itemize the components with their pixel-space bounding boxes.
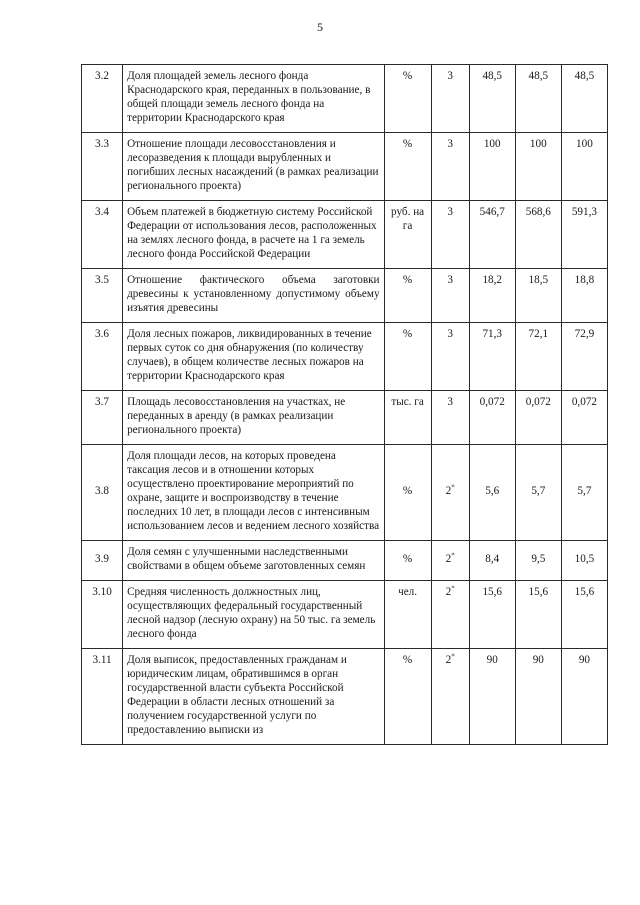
unit-of-measure: %: [384, 323, 431, 391]
row-number: 3.5: [82, 269, 123, 323]
value-year-1: 90: [469, 649, 515, 745]
data-source-code: 2*: [431, 581, 469, 649]
footnote-mark: *: [451, 584, 455, 593]
value-year-2: 568,6: [515, 201, 561, 269]
row-number: 3.8: [82, 445, 123, 541]
value-year-2: 48,5: [515, 65, 561, 133]
row-number: 3.10: [82, 581, 123, 649]
value-year-3: 10,5: [561, 541, 607, 581]
indicator-name: Отношение фактического объема заготовки древесины к установленному допустимому объему изъятия древесины: [123, 269, 384, 323]
page-number: 5: [317, 20, 323, 34]
value-year-1: 8,4: [469, 541, 515, 581]
unit-of-measure: %: [384, 133, 431, 201]
value-year-2: 5,7: [515, 445, 561, 541]
unit-of-measure: %: [384, 541, 431, 581]
value-year-2: 18,5: [515, 269, 561, 323]
indicator-name: Доля площади лесов, на которых проведена таксация лесов и в отношении которых осуществлено проектирование мероприятий по охране, защите и воспроизводству в течение последних 10 лет, в площади лесов с интенсивным использованием лесов и ведением лесного хозяйства: [123, 445, 384, 541]
value-year-3: 48,5: [561, 65, 607, 133]
value-year-1: 546,7: [469, 201, 515, 269]
row-number: 3.4: [82, 201, 123, 269]
unit-of-measure: %: [384, 269, 431, 323]
unit-of-measure: чел.: [384, 581, 431, 649]
table-row: [82, 649, 608, 745]
data-source-code: 3: [431, 391, 469, 445]
indicator-name: Доля лесных пожаров, ликвидированных в течение первых суток со дня обнаружения (по количеству случаев), в общем количестве лесных пожаров на территории Краснодарского края: [123, 323, 384, 391]
indicator-name: Доля выписок, предоставленных гражданам и юридическим лицам, обратившимся в орган государственной власти субъекта Российской Федерации в области лесных отношений за получением государственной услуги по предоставлению выписки из: [123, 649, 384, 745]
data-source-code: 3: [431, 201, 469, 269]
data-source-code: 2*: [431, 649, 469, 745]
value-year-3: 15,6: [561, 581, 607, 649]
table-row: [82, 269, 608, 323]
footnote-mark: *: [451, 551, 455, 560]
value-year-1: 18,2: [469, 269, 515, 323]
row-number: 3.3: [82, 133, 123, 201]
table-row: [82, 133, 608, 201]
value-year-3: 0,072: [561, 391, 607, 445]
table-row: [82, 201, 608, 269]
table-row: [82, 581, 608, 649]
value-year-3: 5,7: [561, 445, 607, 541]
row-number: 3.7: [82, 391, 123, 445]
value-year-3: 18,8: [561, 269, 607, 323]
row-number: 3.9: [82, 541, 123, 581]
indicator-name: Средняя численность должностных лиц, осуществляющих федеральный государственный лесной надзор (лесную охрану) на 50 тыс. га земель лесного фонда: [123, 581, 384, 649]
value-year-2: 100: [515, 133, 561, 201]
data-source-code: 3: [431, 323, 469, 391]
value-year-2: 90: [515, 649, 561, 745]
row-number: 3.11: [82, 649, 123, 745]
indicator-name: Объем платежей в бюджетную систему Российской Федерации от использования лесов, расположенных на землях лесного фонда, в расчете на 1 га земель лесного фонда Российской Федерации: [123, 201, 384, 269]
row-number: 3.2: [82, 65, 123, 133]
value-year-2: 72,1: [515, 323, 561, 391]
data-source-code: 3: [431, 133, 469, 201]
value-year-3: 100: [561, 133, 607, 201]
value-year-1: 0,072: [469, 391, 515, 445]
row-number: 3.6: [82, 323, 123, 391]
data-source-code: 2*: [431, 541, 469, 581]
indicators-table: [81, 64, 608, 745]
table-row: [82, 323, 608, 391]
value-year-1: 5,6: [469, 445, 515, 541]
table-row: [82, 445, 608, 541]
unit-of-measure: руб. на га: [384, 201, 431, 269]
data-source-code: 2*: [431, 445, 469, 541]
value-year-3: 90: [561, 649, 607, 745]
indicator-name: Доля семян с улучшенными наследственными свойствами в общем объеме заготовленных семян: [123, 541, 384, 581]
table-row: [82, 391, 608, 445]
value-year-2: 9,5: [515, 541, 561, 581]
value-year-3: 591,3: [561, 201, 607, 269]
table-row: [82, 65, 608, 133]
value-year-1: 15,6: [469, 581, 515, 649]
table-row: [82, 541, 608, 581]
value-year-1: 100: [469, 133, 515, 201]
value-year-1: 48,5: [469, 65, 515, 133]
indicator-name: Отношение площади лесовосстановления и лесоразведения к площади вырубленных и погибших лесных насаждений (в рамках реализации регионального проекта): [123, 133, 384, 201]
indicator-name: Площадь лесовосстановления на участках, не переданных в аренду (в рамках реализации регионального проекта): [123, 391, 384, 445]
unit-of-measure: %: [384, 649, 431, 745]
value-year-2: 0,072: [515, 391, 561, 445]
footnote-mark: *: [451, 652, 455, 661]
value-year-2: 15,6: [515, 581, 561, 649]
indicator-name: Доля площадей земель лесного фонда Краснодарского края, переданных в пользование, в общей площади земель лесного фонда на территории Краснодарского края: [123, 65, 384, 133]
footnote-mark: *: [451, 483, 455, 492]
unit-of-measure: тыс. га: [384, 391, 431, 445]
value-year-3: 72,9: [561, 323, 607, 391]
unit-of-measure: %: [384, 65, 431, 133]
data-source-code: 3: [431, 269, 469, 323]
unit-of-measure: %: [384, 445, 431, 541]
value-year-1: 71,3: [469, 323, 515, 391]
data-source-code: 3: [431, 65, 469, 133]
